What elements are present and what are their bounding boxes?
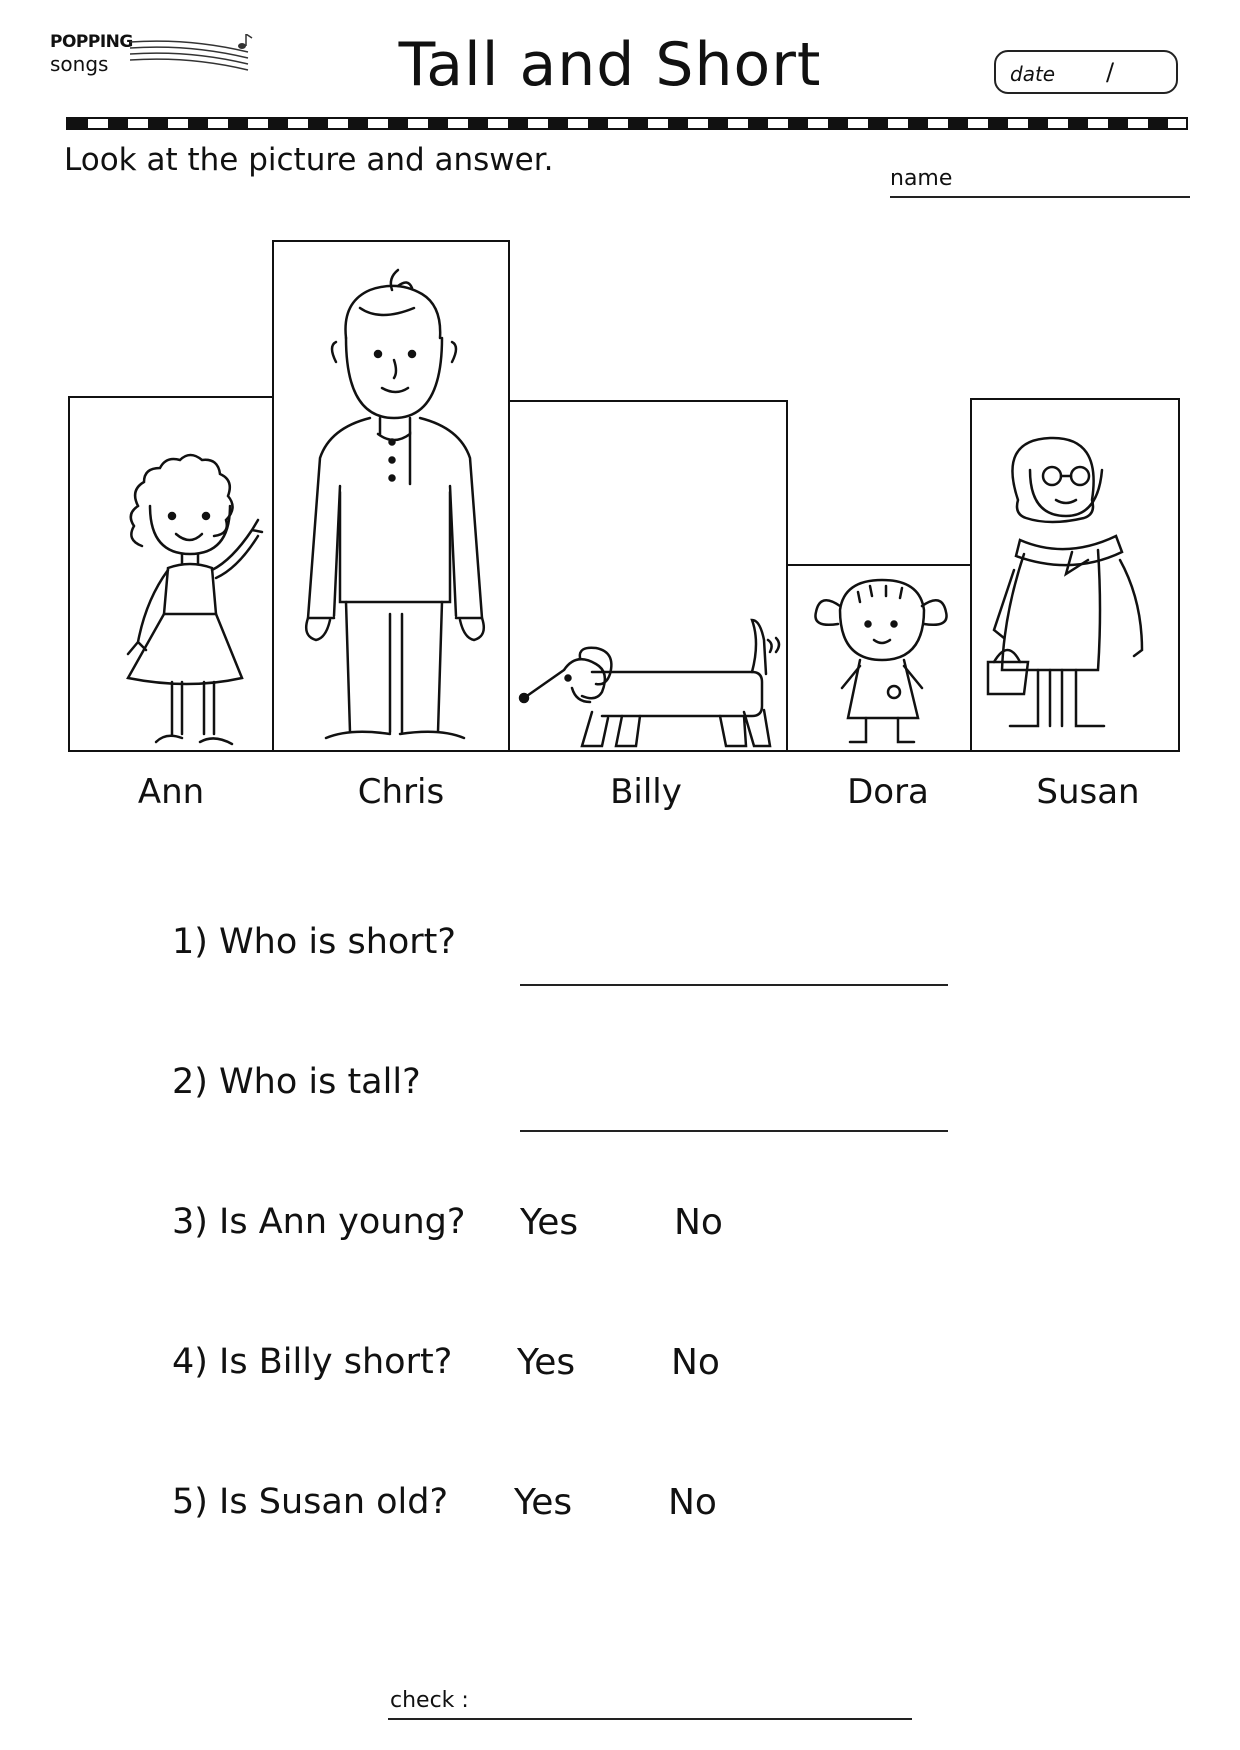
answer-line-1[interactable] [520,984,948,986]
answer-yes-4[interactable]: Yes [517,1342,576,1383]
answer-no-3[interactable]: No [674,1202,723,1243]
susan-box [970,398,1180,752]
date-separator: / [1106,58,1115,86]
ann-box [68,396,274,752]
page-title: Tall and Short [398,30,822,100]
character-name-ann: Ann [137,772,205,812]
check-label: check : [390,1688,469,1713]
logo-text-top: POPPING [50,32,133,52]
susan-illustration [972,400,1182,754]
question-5: 5) Is Susan old? [172,1482,449,1522]
answer-line-2[interactable] [520,1130,948,1132]
answer-yes-5[interactable]: Yes [514,1482,573,1523]
billy-illustration [510,402,790,754]
question-1: 1) Who is short? [172,922,456,962]
dora-illustration [788,566,974,754]
music-staff-icon [130,34,260,80]
question-4: 4) Is Billy short? [172,1342,453,1382]
chris-illustration [274,242,512,754]
answer-no-5[interactable]: No [668,1482,717,1523]
character-name-susan: Susan [1036,772,1140,812]
billy-box [508,400,788,752]
character-name-dora: Dora [847,772,929,812]
name-label: name [890,166,953,191]
date-label: date [1010,62,1056,86]
name-write-line[interactable] [890,196,1190,198]
question-2: 2) Who is tall? [172,1062,421,1102]
date-field[interactable] [994,50,1178,94]
chris-box [272,240,510,752]
check-write-line[interactable] [388,1718,912,1720]
answer-yes-3[interactable]: Yes [520,1202,579,1243]
question-3: 3) Is Ann young? [172,1202,466,1242]
logo-text-bottom: songs [50,52,109,76]
dora-box [786,564,972,752]
character-name-billy: Billy [610,772,682,812]
popping-songs-logo [50,32,220,80]
character-name-chris: Chris [357,772,445,812]
checkered-divider [66,117,1188,130]
answer-no-4[interactable]: No [671,1342,720,1383]
ann-illustration [70,398,276,754]
instruction-text: Look at the picture and answer. [64,142,554,178]
